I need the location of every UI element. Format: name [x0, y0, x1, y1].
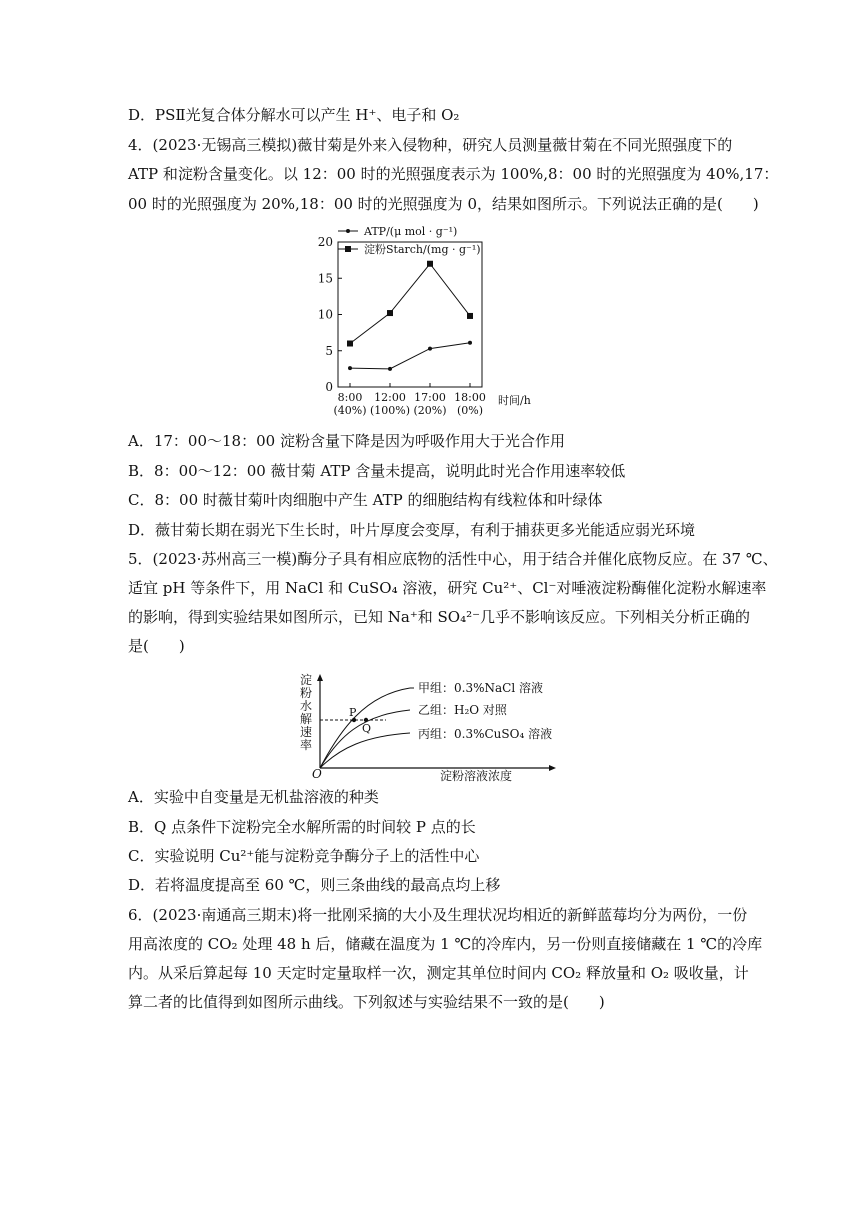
point-q-label: Q [362, 722, 372, 735]
starch-point [347, 341, 353, 347]
x-tick-sublabel: (20%) [413, 404, 447, 417]
curve-cuso4 [320, 733, 410, 768]
atp-point [428, 347, 432, 351]
chart1-series [347, 261, 473, 371]
q5-stem-line-4: 是( ) [128, 637, 185, 655]
chart1-axes [338, 242, 482, 387]
legend-starch-label: 淀粉Starch/(mg · g⁻¹) [364, 243, 481, 256]
legend-atp-marker [346, 229, 350, 233]
x-tick-sublabel: (40%) [333, 404, 367, 417]
enzyme-rate-chart [290, 670, 580, 782]
series-nacl-label: 甲组：0.3%NaCl 溶液 [418, 681, 543, 695]
series-line-atp [350, 343, 470, 369]
starch-point [427, 261, 433, 267]
atp-point [468, 341, 472, 345]
svg-text:淀粉水解速率: 淀粉水解速率 [300, 673, 313, 752]
chart1-xlabel: 时间/h [498, 394, 531, 407]
chart1-x-labels [333, 383, 485, 417]
q6-stem-line-3: 内。从采后算起每 10 天定时定量取样一次，测定其单位时间内 CO₂ 释放量和 O₂ 吸收量，计 [128, 964, 749, 982]
x-tick-sublabel: (100%) [369, 404, 411, 417]
q5-option-a: A．实验中自变量是无机盐溶液的种类 [128, 788, 379, 806]
q6-stem-line-2: 用高浓度的 CO₂ 处理 48 h 后，储藏在温度为 1 ℃的冷库内，另一份则直接储藏在 1 ℃的冷库 [128, 935, 763, 953]
q4-option-d: D．薇甘菊长期在弱光下生长时，叶片厚度会变厚，有利于捕获更多光能适应弱光环境 [128, 521, 696, 539]
point-p-label: P [349, 706, 357, 719]
series-line-starch [350, 264, 470, 344]
series-cuso4-label: 丙组：0.3%CuSO₄ 溶液 [418, 727, 553, 741]
q4-option-c: C．8：00 时薇甘菊叶肉细胞中产生 ATP 的细胞结构有线粒体和叶绿体 [128, 491, 603, 509]
q5-stem-line-3: 的影响，得到实验结果如图所示，已知 Na⁺和 SO₄²⁻几乎不影响该反应。下列相关分析正确的 [128, 608, 751, 626]
legend-starch-marker [345, 246, 351, 252]
q3-option-d: D．PSⅡ光复合体分解水可以产生 H⁺、电子和 O₂ [128, 106, 460, 124]
y-tick-label: 10 [317, 307, 333, 322]
q5-stem-line-2: 适宜 pH 等条件下，用 NaCl 和 CuSO₄ 溶液，研究 Cu²⁺、Cl⁻对唾液淀粉酶催化淀粉水解速率 [128, 579, 767, 597]
q6-stem-line-1: 6．(2023·南通高三期末)将一批刚采摘的大小及生理状况均相近的新鲜蓝莓均分为两份，一份 [128, 906, 748, 924]
x-tick-sublabel: (0%) [456, 404, 484, 417]
x-tick-label: 12:00 [374, 391, 406, 404]
chart2-ylabel [300, 672, 312, 752]
y-tick-label: 5 [325, 343, 333, 358]
chart2-xlabel: 淀粉溶液浓度 [440, 769, 513, 782]
q5-option-b: B．Q 点条件下淀粉完全水解所需的时间较 P 点的长 [128, 818, 476, 836]
series-water-label: 乙组：H₂O 对照 [418, 703, 507, 717]
q4-option-b: B．8：00～12：00 薇甘菊 ATP 含量未提高，说明此时光合作用速率较低 [128, 462, 626, 480]
q6-stem-line-4: 算二者的比值得到如图所示曲线。下列叙述与实验结果不一致的是( ) [128, 993, 605, 1011]
chart1-frame [338, 242, 482, 387]
atp-point [348, 366, 352, 370]
q5-stem-line-1: 5．(2023·苏州高三一模)酶分子具有相应底物的活性中心，用于结合并催化底物反应。在 37 ℃、 [128, 550, 778, 568]
q4-stem-line-2: ATP 和淀粉含量变化。以 12：00 时的光照强度表示为 100%,8：00 时的光照强度为 40%,17： [128, 165, 779, 183]
chart1-legend [338, 225, 481, 256]
x-tick-label: 17:00 [414, 391, 446, 404]
y-tick-label: 0 [325, 380, 333, 394]
q4-option-a: A．17：00～18：00 淀粉含量下降是因为呼吸作用大于光合作用 [128, 432, 565, 450]
q5-option-c: C．实验说明 Cu²⁺能与淀粉竞争酶分子上的活性中心 [128, 847, 480, 865]
atp-point [388, 367, 392, 371]
chart2-origin-label: O [312, 767, 322, 781]
y-tick-label: 20 [317, 235, 333, 249]
starch-point [467, 313, 473, 319]
q4-stem-line-1: 4．(2023·无锡高三模拟)薇甘菊是外来入侵物种，研究人员测量薇甘菊在不同光照强度下的 [128, 136, 733, 154]
y-tick-label: 15 [317, 271, 333, 286]
x-tick-label: 8:00 [337, 391, 363, 404]
legend-atp-label: ATP/(μ mol · g⁻¹) [364, 225, 458, 238]
starch-point [387, 310, 393, 316]
q5-option-d: D．若将温度提高至 60 ℃，则三条曲线的最高点均上移 [128, 876, 501, 894]
q4-stem-line-3: 00 时的光照强度为 20%,18：00 时的光照强度为 0，结果如图所示。下列说法正确的是( ) [128, 195, 759, 213]
atp-starch-chart [310, 222, 550, 422]
x-tick-label: 18:00 [454, 391, 486, 404]
